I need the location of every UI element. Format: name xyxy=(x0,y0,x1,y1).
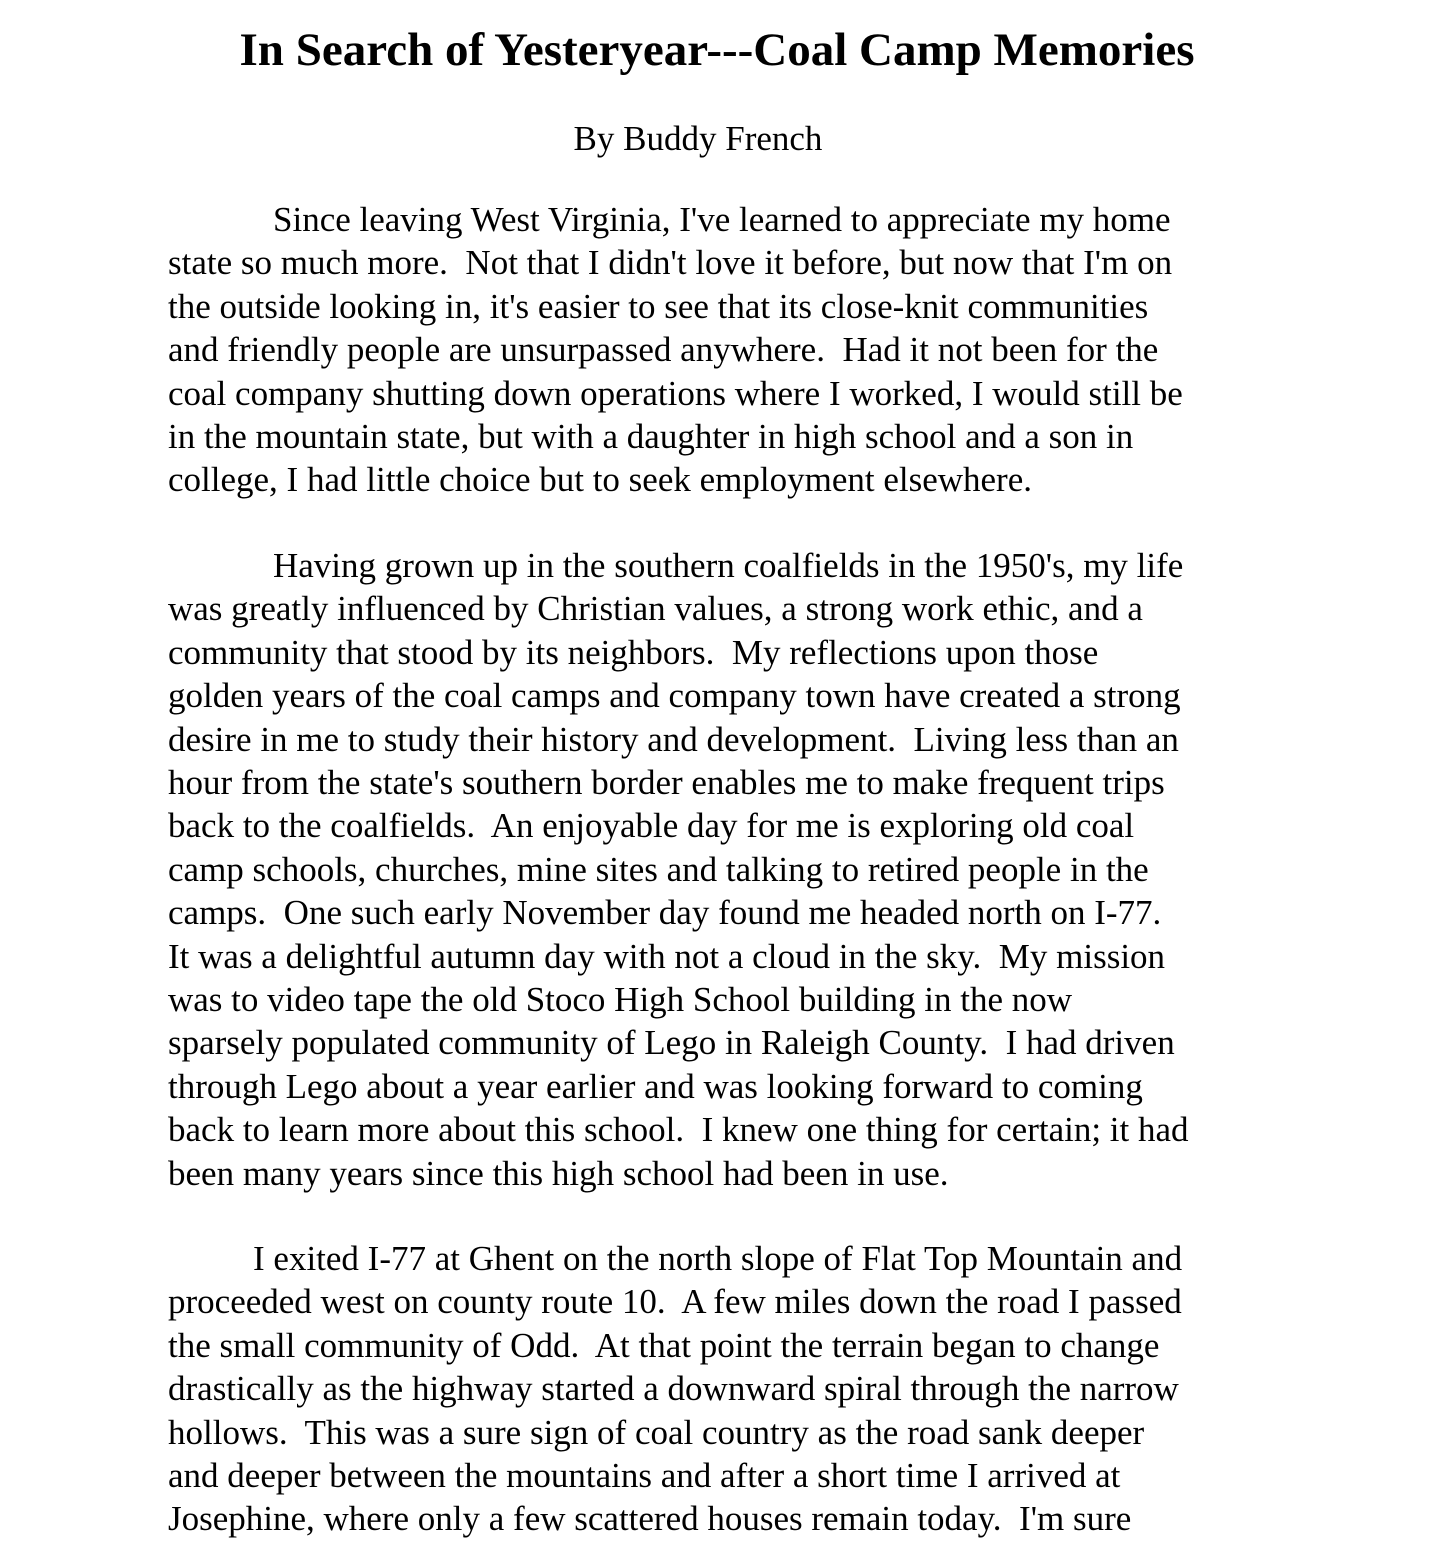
paragraph-line: I exited I-77 at Ghent on the north slope of Flat Top Mountain and xyxy=(253,1239,1183,1278)
paragraph-line: through Lego about a year earlier and was looking forward to coming xyxy=(168,1066,1143,1106)
paragraph-line: in the mountain state, but with a daughter in high school and a son in xyxy=(168,417,1134,457)
paragraph-line: was greatly influenced by Christian values, a strong work ethic, and a xyxy=(168,589,1143,629)
paragraph-line: and deeper between the mountains and after a short time I arrived at xyxy=(168,1456,1121,1496)
paragraph-line: the small community of Odd. At that point the terrain began to change xyxy=(168,1325,1160,1365)
paragraph-line: golden years of the coal camps and company town have created a strong xyxy=(168,676,1181,716)
paragraph-line: and friendly people are unsurpassed anywhere. Had it not been for the xyxy=(168,330,1159,370)
paragraph-line: back to learn more about this school. I knew one thing for certain; it had xyxy=(168,1110,1189,1150)
paragraph-line: It was a delightful autumn day with not a cloud in the sky. My mission xyxy=(168,936,1166,976)
paragraph-2 xyxy=(168,544,1189,1195)
paragraph-line: community that stood by its neighbors. My reflections upon those xyxy=(168,632,1099,672)
paragraph-line: state so much more. Not that I didn't love it before, but now that I'm on xyxy=(168,243,1173,283)
paragraph-line: hollows. This was a sure sign of coal country as the road sank deeper xyxy=(168,1412,1145,1452)
paragraph-line: drastically as the highway started a downward spiral through the narrow xyxy=(168,1369,1179,1409)
paragraph-line: Since leaving West Virginia, I've learned to appreciate my home xyxy=(273,200,1171,239)
paragraph-line: proceeded west on county route 10. A few miles down the road I passed xyxy=(168,1282,1182,1322)
article-byline: By Buddy French xyxy=(573,119,823,158)
paragraph-3 xyxy=(168,1237,1182,1541)
paragraph-line: back to the coalfields. An enjoyable day for me is exploring old coal xyxy=(168,806,1135,846)
paragraph-1 xyxy=(168,198,1183,502)
paragraph-line: college, I had little choice but to seek employment elsewhere. xyxy=(168,460,1032,500)
paragraph-line: been many years since this high school had been in use. xyxy=(168,1153,949,1193)
paragraph-line: hour from the state's southern border enables me to make frequent trips xyxy=(168,763,1165,803)
paragraph-line: Josephine, where only a few scattered houses remain today. I'm sure xyxy=(168,1499,1132,1539)
paragraph-line: desire in me to study their history and development. Living less than an xyxy=(168,719,1179,759)
paragraph-line: camps. One such early November day found me headed north on I-77. xyxy=(168,893,1162,933)
paragraph-line: camp schools, churches, mine sites and talking to retired people in the xyxy=(168,849,1149,889)
article-title: In Search of Yesteryear---Coal Camp Memories xyxy=(239,24,1195,76)
paragraph-line: was to video tape the old Stoco High School building in the now xyxy=(168,980,1073,1020)
paragraph-line: sparsely populated community of Lego in Raleigh County. I had driven xyxy=(168,1023,1175,1063)
paragraph-line: Having grown up in the southern coalfields in the 1950's, my life xyxy=(273,546,1184,585)
paragraph-line: coal company shutting down operations where I worked, I would still be xyxy=(168,373,1183,413)
paragraph-line: the outside looking in, it's easier to see that its close-knit communities xyxy=(168,286,1149,326)
